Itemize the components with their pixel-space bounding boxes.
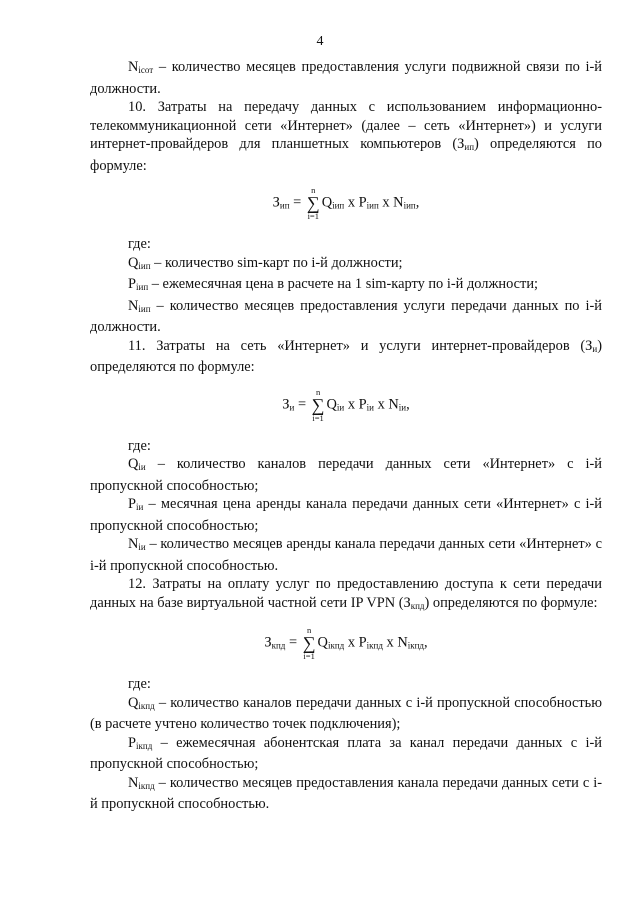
where-label: где:	[128, 236, 151, 252]
subscript: iи	[336, 401, 345, 412]
subscript: iи	[136, 502, 144, 512]
clause-text-tail: ) определяются по формуле:	[90, 337, 602, 375]
formula-end: ,	[415, 194, 420, 211]
subscript: iи	[366, 401, 374, 412]
definition-q-iip	[90, 254, 602, 276]
definition-text: – ежемесячная цена в расчете на 1 sim-карту по i-й должности;	[151, 276, 539, 292]
term-p: P	[358, 395, 367, 412]
subscript: iи	[398, 401, 407, 412]
symbol: Q	[128, 694, 139, 711]
subscript: ип	[279, 200, 290, 211]
symbol: P	[128, 496, 137, 512]
clause-text-tail: ) определяются по формуле:	[90, 136, 603, 174]
clause-text: 12. Затраты на оплату услуг по предоставлению доступа к сети передачи данных на базе виртуальной частной сети IP VPN (З	[90, 576, 602, 611]
formula-end: ,	[406, 395, 410, 412]
symbol: P	[128, 734, 137, 751]
sigma-block	[312, 387, 325, 423]
definition-text: – количество месяцев предоставления услуги подвижной связи по i-й должности.	[90, 59, 602, 97]
subscript: и	[592, 343, 598, 354]
definition-p-iip	[90, 275, 602, 297]
symbol: Q	[128, 456, 139, 472]
definition-text: – количество месяцев предоставления канала передачи данных сети с i-й пропускной способностью.	[90, 774, 602, 812]
clause-text: 11. Затраты на сеть «Интернет» и услуги интернет-провайдеров (З	[128, 337, 593, 354]
subscript: iкпд	[366, 640, 383, 651]
document-body	[90, 58, 602, 814]
subscript: iкпд	[407, 640, 424, 651]
term-q: Q	[326, 395, 337, 412]
subscript: iкпд	[138, 700, 155, 711]
subscript: iип	[136, 282, 149, 292]
clause-12	[90, 575, 602, 615]
subscript: iип	[332, 200, 345, 211]
sigma-icon: ∑	[306, 193, 320, 213]
formula-zip	[90, 185, 602, 221]
subscript: iип	[138, 303, 151, 314]
subscript: кпд	[271, 640, 286, 651]
subscript: iсот	[138, 65, 154, 75]
sigma-block	[307, 185, 320, 221]
formula-lhs: З	[272, 194, 280, 211]
equals-sign: =	[289, 194, 305, 211]
page-number: 4	[316, 34, 324, 49]
formula-zi	[90, 387, 602, 423]
symbol: Q	[128, 254, 139, 271]
times-sign: x	[344, 395, 359, 412]
definition-text: – количество sim-карт по i-й должности;	[154, 254, 403, 271]
times-sign: x	[344, 634, 359, 651]
term-p: P	[358, 634, 367, 651]
times-sign: x	[344, 194, 359, 211]
symbol: N	[128, 536, 139, 552]
clause-text: 10. Затраты на передачу данных с использованием информационно-телекоммуникационной сети «Интернет» (далее – сеть «Интернет») и услуги интернет-провайдеров для планшетных компьютеров (З	[90, 99, 602, 152]
definition-text: – количество каналов передачи данных с i-й пропускной способностью (в расчете учтено количество точек подключения);	[90, 694, 602, 732]
definition-p-ii	[90, 495, 602, 535]
formula-zkpd	[90, 625, 602, 661]
where-label: где:	[128, 437, 151, 454]
sigma-block	[303, 625, 316, 661]
where-label: где:	[128, 676, 151, 692]
subscript: iкпд	[136, 740, 153, 751]
definition-q-ii	[90, 455, 602, 495]
term-p: P	[358, 194, 367, 211]
definition-n-ii	[90, 535, 602, 575]
subscript: кпд	[410, 600, 425, 611]
sum-upper-limit: n	[307, 625, 312, 635]
sum-upper-limit: n	[315, 386, 321, 397]
definition-n-iip	[90, 297, 602, 337]
term-q: Q	[321, 194, 333, 211]
subscript: iип	[366, 200, 379, 211]
symbol: N	[128, 774, 139, 791]
definition-n-ikpd	[90, 774, 602, 814]
sum-upper-limit: n	[311, 185, 316, 195]
subscript: iкпд	[138, 780, 155, 791]
symbol: P	[128, 276, 137, 292]
sum-lower-limit: i=1	[312, 412, 324, 423]
sigma-icon: ∑	[311, 394, 325, 415]
subscript: iи	[138, 542, 146, 552]
subscript: iи	[138, 462, 146, 472]
definition-text: – количество месяцев предоставления услуги передачи данных по i-й должности.	[90, 297, 602, 335]
subscript: iкпд	[327, 640, 345, 651]
clause-text-tail: ) определяются по формуле:	[424, 594, 598, 611]
formula-lhs: З	[264, 634, 272, 651]
term-n: N	[393, 194, 404, 211]
subscript: и	[289, 401, 295, 412]
definition-n-isot	[90, 58, 602, 98]
sum-lower-limit: i=1	[303, 651, 315, 661]
term-n: N	[388, 395, 399, 412]
sum-lower-limit: i=1	[307, 211, 319, 221]
subscript: ип	[464, 142, 475, 152]
clause-11	[90, 337, 602, 377]
definition-text: – ежемесячная абонентская плата за канал передачи данных с i-й пропускной способностью;	[90, 734, 602, 772]
term-n: N	[397, 634, 408, 651]
times-sign: x	[373, 395, 389, 412]
definition-p-ikpd	[90, 734, 602, 774]
clause-10	[90, 98, 602, 175]
definition-q-ikpd	[90, 694, 602, 734]
formula-end: ,	[424, 634, 428, 651]
formula-lhs: З	[282, 395, 290, 412]
times-sign: x	[378, 194, 394, 211]
definition-text: – количество каналов передачи данных сети «Интернет» с i-й пропускной способностью;	[90, 456, 602, 494]
symbol: N	[128, 297, 139, 314]
times-sign: x	[382, 634, 398, 651]
subscript: iип	[403, 200, 416, 211]
sigma-icon: ∑	[302, 633, 316, 653]
equals-sign: =	[285, 634, 301, 651]
definition-text: – месячная цена аренды канала передачи данных сети «Интернет» с i-й пропускной способностью;	[90, 496, 602, 534]
symbol: N	[128, 59, 139, 75]
definition-text: – количество месяцев аренды канала передачи данных сети «Интернет» с i-й пропускной способностью.	[90, 536, 602, 574]
subscript: iип	[138, 260, 151, 271]
term-q: Q	[317, 634, 328, 651]
equals-sign: =	[294, 395, 310, 412]
